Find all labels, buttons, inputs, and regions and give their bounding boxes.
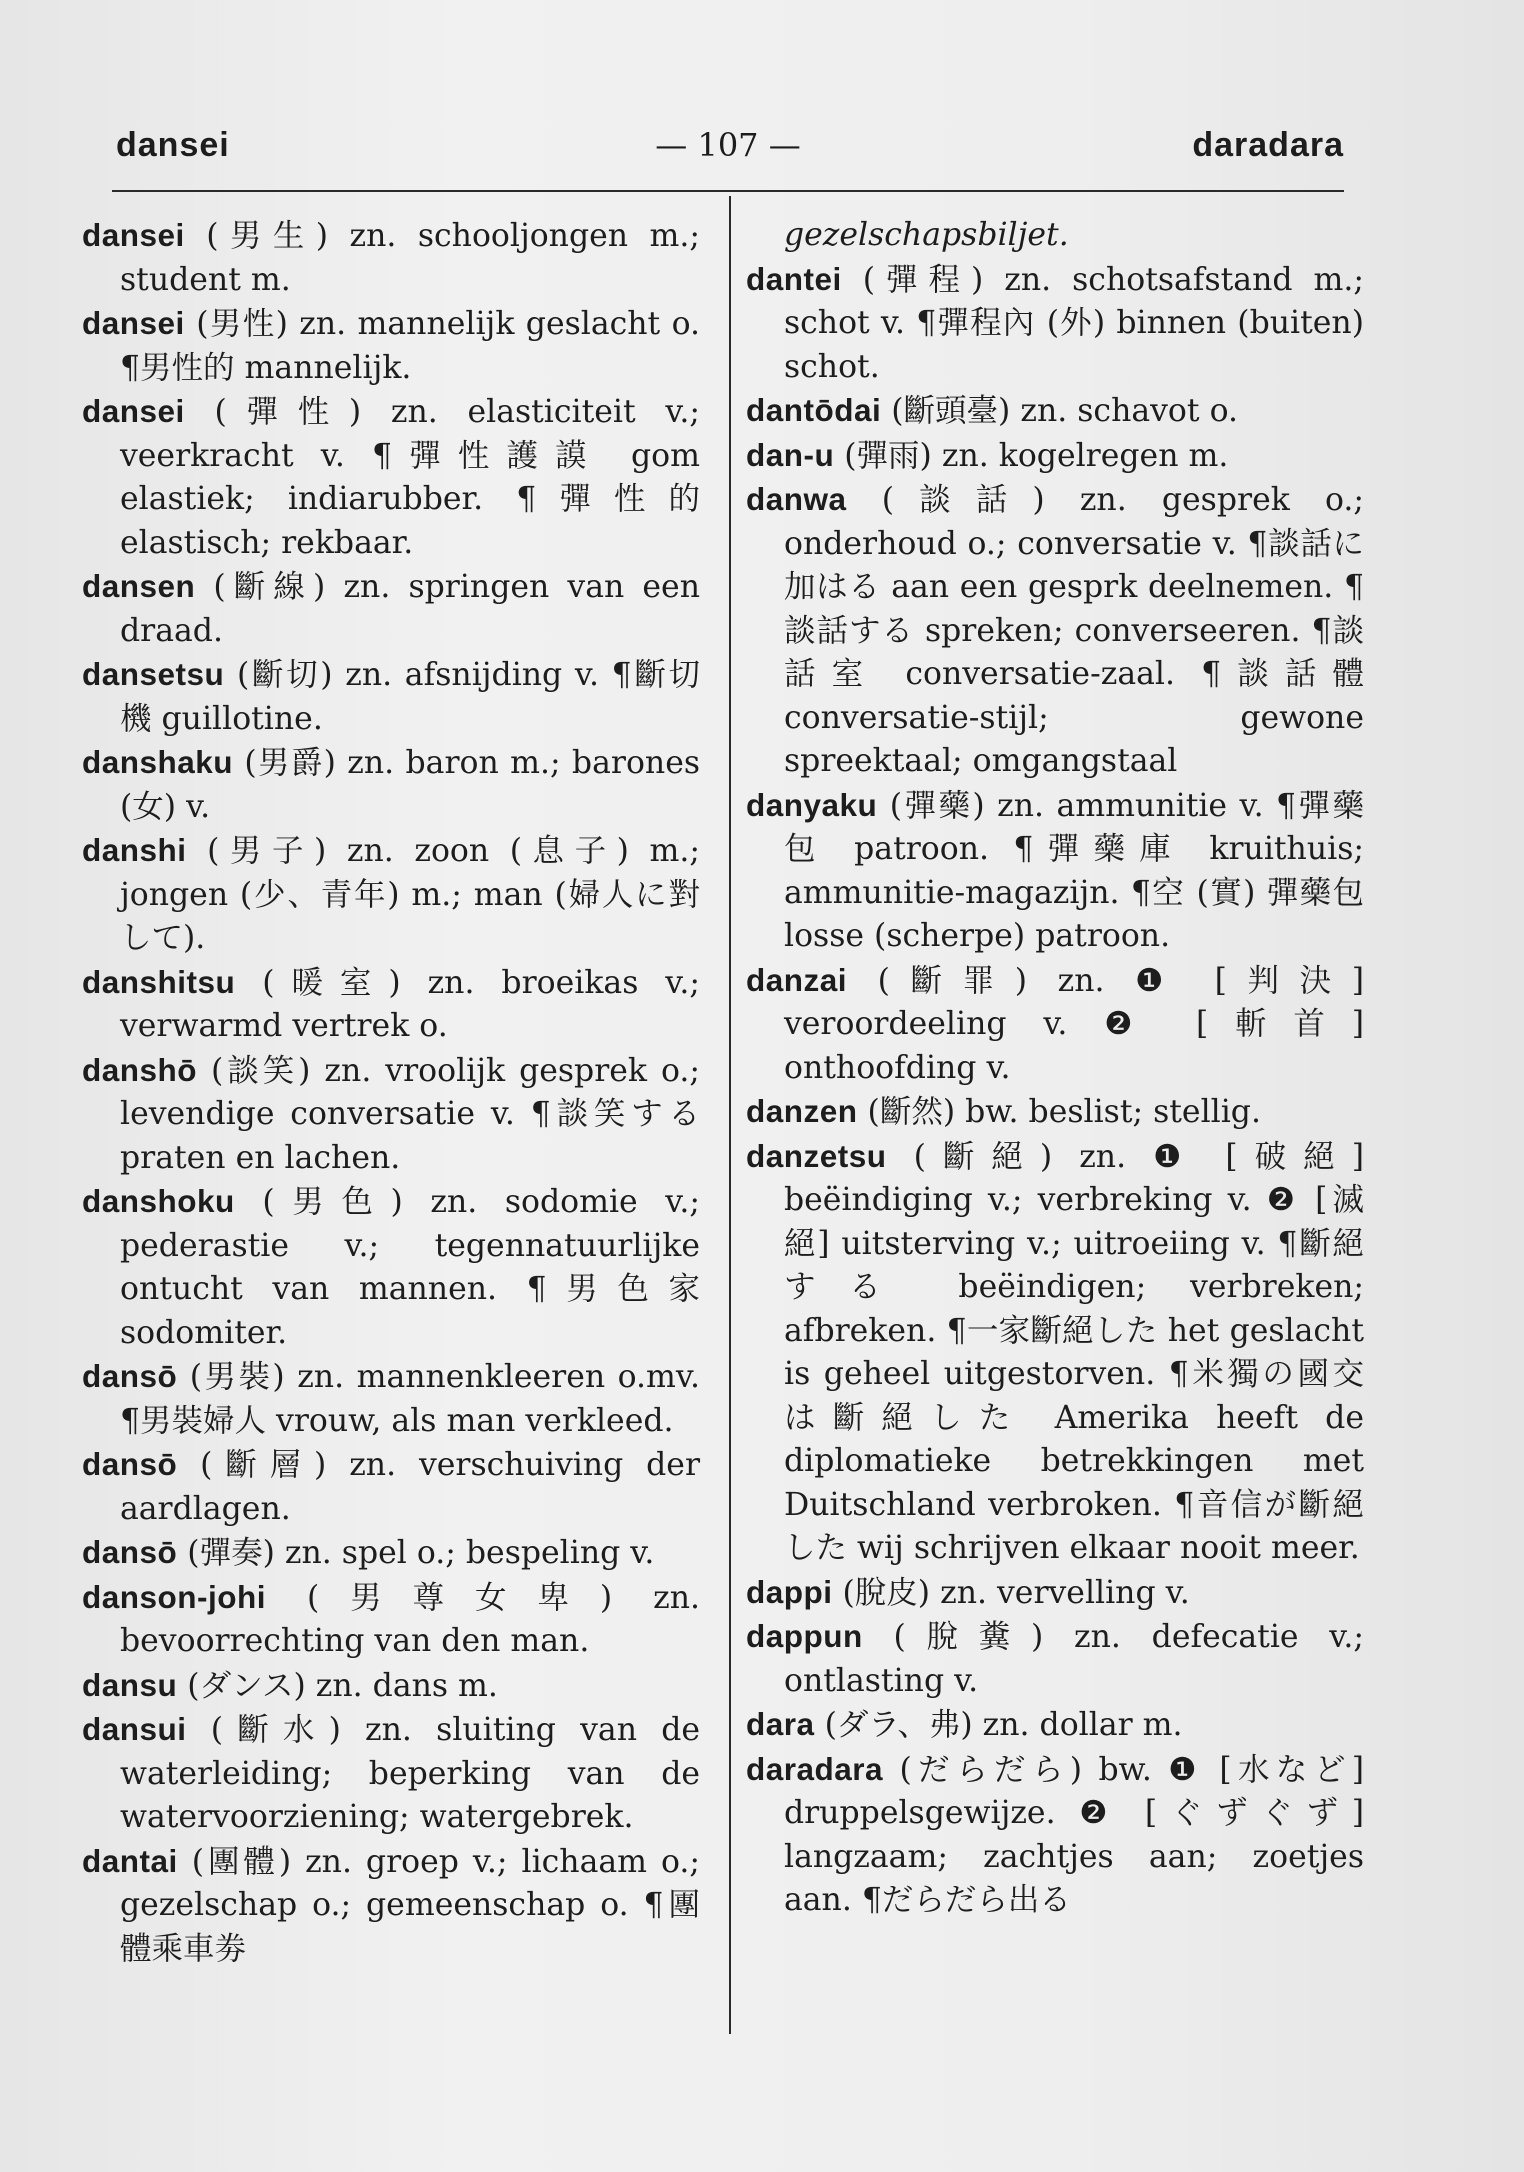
entry-headword: danshō — [82, 1051, 198, 1088]
entry-definition: (斷頭臺) zn. schavot o. — [891, 393, 1238, 429]
entry-headword: danshitsu — [82, 963, 236, 1000]
entry-definition: (斷絕) zn. ❶ [破絕] beëindiging v.; verbreking v. ❷ [滅絕] uitsterving v.; uitroeiing v. ¶斷絕する beëindigen; verbreken; afbreken. ¶一家斷絕した het geslacht is geheel uitgestorven. ¶米獨の國交は斷絕した Amerika heeft de diplomatieke betrekkingen met Duitschland verbroken. ¶音信が斷絕した wij schrijven elkaar nooit meer. — [784, 1138, 1364, 1566]
entry-definition: (談話) zn. gesprek o.; onderhoud o.; conversatie v. ¶談話に加はる aan een gesprk deelnemen. ¶談話する spreken; converseeren. ¶談話室 conversatie-zaal. ¶談話體 conversatie-stijl; gewone spreektaal; omgangstaal — [784, 482, 1364, 779]
dictionary-entry — [82, 1049, 700, 1181]
entry-definition: (斷罪) zn. ❶ [判決] veroordeeling v. ❷ [斬首] onthoofding v. — [784, 962, 1364, 1086]
entry-definition: (彈程) zn. schotsafstand m.; schot v. ¶彈程內 (外) binnen (buiten) schot. — [784, 261, 1365, 385]
entry-definition: (男爵) zn. baron m.; barones (女) v. — [120, 745, 700, 825]
dictionary-entry — [746, 1571, 1364, 1616]
dictionary-entry — [82, 1708, 700, 1840]
entry-definition: (談笑) zn. vroolijk gesprek o.; levendige conversatie v. ¶談笑する praten en lachen. — [120, 1052, 700, 1176]
entry-headword: dansetsu — [82, 656, 225, 692]
dictionary-entry — [746, 1615, 1364, 1703]
entry-definition: (ダンス) zn. dans m. — [187, 1667, 498, 1704]
entry-headword: danshaku — [82, 744, 234, 780]
dictionary-entry — [82, 565, 700, 653]
entry-definition: (男子) zn. zoon (息子) m.; jongen (少、青年) m.; man (婦人に對して). — [120, 833, 701, 956]
dictionary-entry — [746, 478, 1364, 784]
entry-headword: danshoku — [82, 1183, 235, 1219]
column-divider — [729, 196, 731, 2034]
dictionary-entry — [746, 1090, 1364, 1135]
running-head-right: daradara — [1192, 126, 1344, 164]
entry-headword: daradara — [746, 1750, 884, 1787]
dictionary-entry — [82, 1355, 700, 1443]
entry-headword: dansō — [82, 1358, 178, 1394]
entry-headword: dansō — [82, 1534, 178, 1570]
entry-headword: dansei — [82, 393, 185, 429]
entry-headword: dappun — [746, 1618, 863, 1654]
dictionary-entry — [82, 961, 700, 1049]
dictionary-entry — [746, 1748, 1364, 1923]
entry-definition: (男性) zn. mannelijk geslacht o. ¶男性的 mannelijk. — [120, 306, 701, 386]
entry-headword: dantei — [746, 260, 842, 297]
dictionary-entry — [746, 1703, 1364, 1748]
entry-headword: danzetsu — [746, 1137, 887, 1174]
entry-headword: danzai — [746, 961, 848, 998]
entry-definition: (斷水) zn. sluiting van de waterleiding; beperking van de watervoorziening; watergebrek. — [120, 1712, 700, 1835]
entry-definition: (彈藥) zn. ammunitie v. ¶彈藥包 patroon. ¶彈藥庫 kruithuis; ammunitie-magazijn. ¶空 (實) 彈藥包 losse (scherpe) patroon. — [784, 787, 1364, 954]
entry-headword: dappi — [746, 1573, 833, 1610]
entry-definition: (斷線) zn. springen van een draad. — [120, 569, 700, 649]
entry-headword: danzen — [746, 1093, 858, 1129]
entry-definition: (彈性) zn. elasticiteit v.; veerkracht v. ¶彈性護謨 gom elastiek; indiarubber. ¶彈性的 elastisch; rekbaar. — [120, 394, 701, 561]
dictionary-entry — [82, 1576, 700, 1664]
dictionary-entry — [82, 829, 700, 961]
entry-definition: (脫皮) zn. vervelling v. — [842, 1574, 1190, 1611]
entry-definition: (男生) zn. schooljongen m.; student m. — [120, 218, 700, 298]
dictionary-entry — [746, 1135, 1364, 1571]
running-head-left: dansei — [116, 126, 230, 164]
entry-definition: (團體) zn. groep v.; lichaam o.; gezelschap o.; gemeenschap o. ¶團體乘車劵 — [120, 1843, 700, 1967]
left-column — [82, 214, 700, 1971]
dictionary-entry — [746, 434, 1364, 479]
entry-definition: (脫糞) zn. defecatie v.; ontlasting v. — [784, 1619, 1364, 1699]
entry-definition: (ダラ、弗) zn. dollar m. — [824, 1707, 1183, 1743]
entry-headword: dantai — [82, 1842, 178, 1879]
entry-definition: (斷層) zn. verschuiving der aardlagen. — [120, 1447, 701, 1527]
entry-headword: dan-u — [746, 436, 835, 473]
dictionary-entry — [746, 389, 1364, 434]
dictionary-entry — [82, 214, 700, 302]
dictionary-entry — [82, 302, 700, 390]
right-column — [746, 214, 1364, 1923]
dictionary-entry — [746, 784, 1364, 959]
entry-definition: (だらだら) bw. ❶ [水など] druppelsgewijze. ❷ [ぐずぐず] langzaam; zachtjes aan; zoetjes aan. ¶だらだら出る — [784, 1751, 1365, 1918]
dictionary-entry — [746, 959, 1364, 1091]
dictionary-entry — [82, 1443, 700, 1531]
entry-headword: dantōdai — [746, 392, 882, 428]
dictionary-entry — [82, 741, 700, 829]
dictionary-entry — [82, 1840, 700, 1972]
page-header — [112, 122, 1344, 174]
entry-headword: dansen — [82, 568, 196, 604]
dictionary-entry — [82, 1531, 700, 1576]
entry-definition: (彈雨) zn. kogelregen m. — [844, 437, 1229, 474]
entry-headword: dansō — [82, 1446, 178, 1482]
entry-headword: dansei — [82, 217, 185, 253]
entry-headword: dansei — [82, 305, 185, 341]
entry-definition: (斷然) bw. beslist; stellig. — [867, 1094, 1261, 1130]
entry-definition: (彈奏) zn. spel o.; bespeling v. — [187, 1535, 655, 1571]
entry-headword: danshi — [82, 832, 187, 868]
dictionary-entry — [82, 653, 700, 741]
entry-definition: (暖室) zn. broeikas v.; verwarmd vertrek o. — [120, 964, 700, 1044]
entry-headword: dara — [746, 1706, 815, 1742]
entry-headword: danyaku — [746, 786, 878, 823]
entry-headword: danwa — [746, 481, 847, 517]
dictionary-entry — [82, 390, 700, 565]
entry-headword: dansui — [82, 1711, 187, 1747]
dictionary-entry — [82, 1180, 700, 1355]
entry-definition: (斷切) zn. afsnijding v. ¶斷切機 guillotine. — [120, 657, 701, 737]
entry-headword: danson-johi — [82, 1578, 266, 1615]
header-rule — [112, 190, 1344, 192]
dictionary-entry — [746, 258, 1364, 390]
dictionary-entry — [82, 1664, 700, 1709]
entry-definition: (男色) zn. sodomie v.; pederastie v.; tegennatuurlijke ontucht van mannen. ¶男色家 sodomiter. — [120, 1184, 700, 1351]
page-number: — 107 — — [655, 126, 801, 164]
dictionary-entry-continuation — [746, 214, 1364, 258]
entry-definition: (男尊女卑) zn. bevoorrechting van den man. — [120, 1579, 700, 1659]
entry-definition: gezelschapsbiljet. — [784, 217, 1069, 253]
entry-definition: (男裝) zn. mannenkleeren o.mv. ¶男裝婦人 vrouw, als man verkleed. — [120, 1359, 700, 1439]
entry-headword: dansu — [82, 1666, 178, 1703]
